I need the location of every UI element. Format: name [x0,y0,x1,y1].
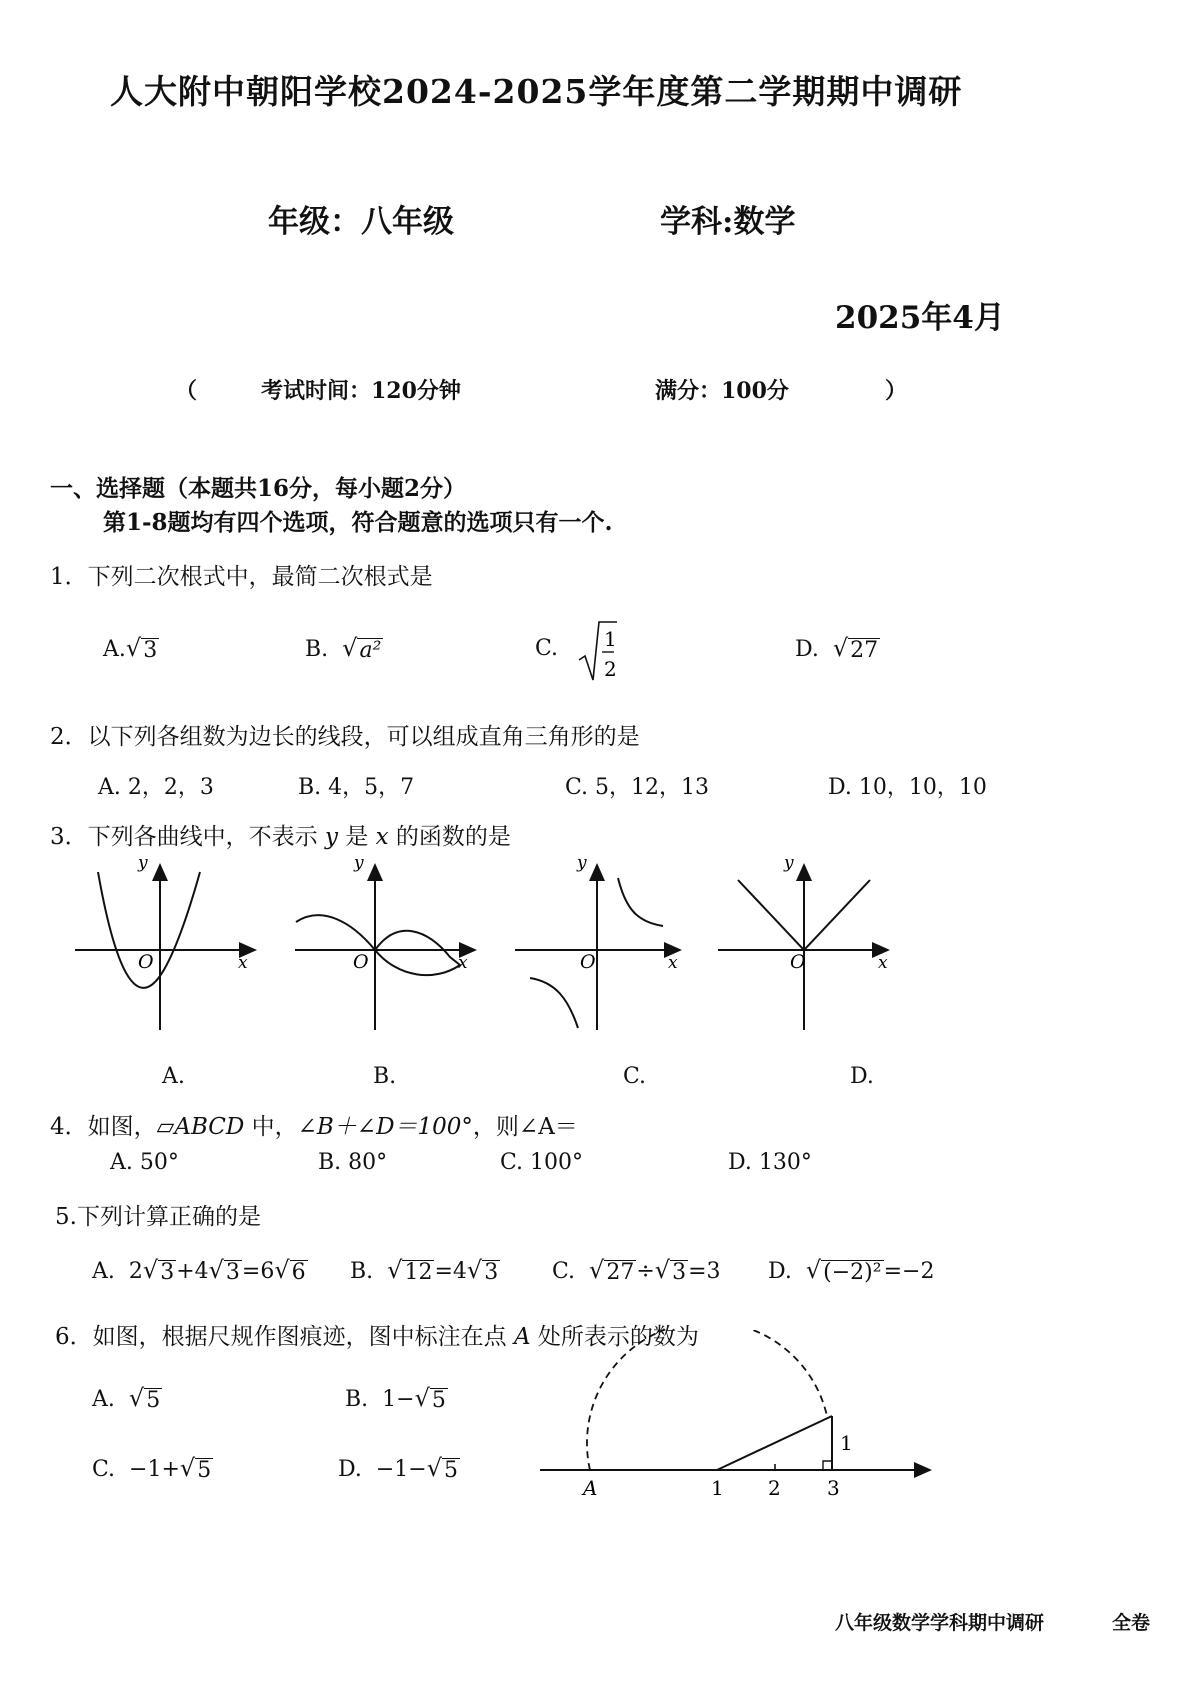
q2-option-b [298,770,414,801]
question-1 [50,558,433,591]
radicand: 5 [431,1388,446,1413]
exam-date: 2025年4月 [835,300,1005,336]
exam-time: 考试时间：120分钟 [261,378,461,404]
paren-close: ） [885,378,908,404]
stem-part: 的函数的是 [395,824,511,850]
option-text: 10，10，10 [858,775,987,800]
question-3 [50,818,511,851]
y-label: y [577,853,587,873]
point-a: A [513,1324,531,1350]
sqrt-expression: √ 27 [832,634,879,663]
equals: =3 [688,1259,721,1284]
question-number: 3． [50,824,88,850]
tick-1-label: 1 [711,1476,724,1500]
sqrt-expression: √ 3 [466,1256,499,1285]
option-label: A. [110,1150,133,1175]
q4-option-d [728,1150,812,1175]
sqrt-expression: √ 5 [128,1384,161,1413]
tick-3-label: 3 [827,1476,840,1500]
question-stem: 下列二次根式中，最简二次根式是 [87,564,433,590]
q6-option-b [345,1386,448,1413]
radicand: 3 [160,1260,175,1285]
footer-text: 八年级数学学科期中调研 [835,1612,1045,1634]
option-label: C. [92,1457,116,1482]
q6-option-d [338,1456,460,1483]
option-label: B. [305,637,329,662]
option-text: 4，5，7 [328,775,415,800]
origin-label: O [138,951,154,973]
option-text: 5，12，13 [595,775,710,800]
operator: +4 [176,1259,209,1284]
option-text: 2，2，3 [127,775,214,800]
graph-label-a: A. [162,1064,185,1089]
coef: 2 [128,1259,143,1284]
radicand: 27 [850,638,879,663]
q6-figure [535,1330,935,1515]
option-label: C. [552,1259,576,1284]
graph-a [75,865,255,1030]
option-label: B. [318,1150,342,1175]
option-text: 100° [530,1150,584,1175]
q6-option-a [92,1386,162,1413]
fraction-num: 1 [604,627,617,651]
hyperbola-branch-2 [530,978,578,1028]
stem-part: 是 [345,824,369,850]
q2-option-a [98,770,214,801]
graph-label-b: B. [373,1064,397,1089]
stem-part: 下列各曲线中，不表示 [87,824,318,850]
question-number: 1． [50,564,88,590]
q5-option-b [350,1258,500,1285]
equals: =4 [434,1259,467,1284]
radicand: 3 [672,1260,687,1285]
option-label: B. [298,775,322,800]
section-note: 第1-8题均有四个选项，符合题意的选项只有一个. [103,509,613,536]
q5-option-c [552,1258,721,1285]
option-label: D. [728,1150,752,1175]
loop-curve [296,915,460,975]
stem-part: 如图， [87,1114,157,1140]
sqrt-expression: √ 3 [125,634,158,663]
question-2 [50,718,640,751]
sqrt-expression: √ (−2)² [805,1256,882,1285]
var-y: y [324,824,338,850]
question-number: 6． [55,1324,93,1350]
stem-part: ，则∠A＝ [472,1114,578,1140]
fraction-den: 2 [604,657,617,681]
stem-part: 如图，根据尺规作图痕迹，图中标注在点 [92,1324,507,1350]
graph-label-c: C. [623,1064,647,1089]
footer-right: 全卷 [1112,1612,1151,1634]
sqrt-expression: √ 3 [208,1256,240,1285]
height-label: 1 [840,1431,853,1455]
radicand: 3 [143,638,158,663]
radicand: a² [359,638,382,663]
point-a-label: A [583,1476,598,1500]
option-text: 130° [758,1150,812,1175]
radicand: 5 [146,1388,161,1413]
question-number: 5. [55,1204,77,1230]
tick-2-label: 2 [768,1476,781,1500]
q4-option-b [318,1150,387,1175]
option-label: B. [345,1387,369,1412]
q6-option-c [92,1456,213,1483]
graph-d [718,865,888,1030]
y-label: y [354,853,364,873]
sqrt-expression: √ 12 [387,1256,433,1285]
origin-label: O [353,951,369,973]
q1-option-b [305,636,383,663]
sqrt-expression: √ 3 [142,1256,175,1285]
angle-expression: ∠B＋∠D＝100° [297,1114,473,1140]
subject-label: 学科:数学 [660,204,796,240]
option-label: D. [338,1457,362,1482]
radicand: 3 [225,1260,240,1285]
option-text: 80° [348,1150,388,1175]
question-number: 2． [50,724,88,750]
compass-arc [587,1330,827,1470]
q1-option-d [795,636,880,663]
sqrt-expression: √ 5 [179,1454,212,1483]
hypotenuse [717,1416,832,1470]
sqrt-fraction [577,620,617,684]
page-title: 人大附中朝阳学校2024-2025学年度第二学期期中调研 [110,72,963,111]
prefix: −1+ [129,1457,180,1482]
option-label: D. [768,1259,792,1284]
question-stem: 下列计算正确的是 [76,1204,261,1230]
option-label: C. [535,636,559,661]
y-label: y [784,853,794,873]
option-label: B. [350,1259,374,1284]
question-4 [50,1108,578,1141]
radicand: 6 [291,1260,306,1285]
radicand: 27 [606,1260,635,1285]
sqrt-expression: √ a² [342,634,382,663]
var-x: x [375,824,389,850]
option-label: D. [795,637,819,662]
paren-open: （ [175,378,198,404]
option-text: 50° [139,1150,179,1175]
sqrt-expression: √ 3 [654,1256,687,1285]
prefix: −1− [375,1457,427,1482]
graph-c [515,865,680,1030]
option-label: D. [828,775,852,800]
x-label: x [238,953,248,973]
option-label: C. [565,775,589,800]
q1-option-a [103,636,159,663]
hyperbola-branch-1 [618,878,663,926]
q4-option-a [110,1150,179,1175]
radicand: 5 [444,1458,459,1483]
q2-option-c [565,770,709,801]
radicand: (−2)² [823,1260,882,1285]
question-stem: 以下列各组数为边长的线段，可以组成直角三角形的是 [87,724,640,750]
sqrt-expression: √ 6 [274,1256,306,1285]
origin-label: O [790,951,806,973]
prefix: 1− [382,1387,415,1412]
question-number: 4． [50,1114,88,1140]
stem-part: 中， [251,1114,298,1140]
q5-option-d [768,1258,934,1285]
full-score: 满分：100分 [655,378,789,404]
q3-graphs [60,850,940,1040]
q4-option-c [500,1150,583,1175]
sqrt-expression: √ 5 [414,1384,446,1413]
sqrt-expression: √ 27 [589,1256,635,1285]
option-label: A. [92,1387,115,1412]
stem-part: 处所表示的数为 [537,1324,699,1350]
grade-label: 年级：八年级 [268,204,454,240]
option-label: C. [500,1150,524,1175]
equals: =−2 [883,1259,935,1284]
radicand: 5 [197,1458,212,1483]
q5-option-a [92,1258,308,1285]
y-label: y [138,853,148,873]
section-title: 一、选择题（本题共16分，每小题2分） [50,475,467,502]
sqrt-expression: √ 5 [426,1454,459,1483]
graph-b [295,865,475,1030]
x-label: x [458,953,468,973]
parallelogram-name: ▱ABCD [156,1114,245,1140]
x-label: x [668,953,678,973]
x-label: x [878,953,888,973]
question-5 [55,1198,261,1231]
option-label: A. [103,637,126,662]
equals: =6 [241,1259,275,1284]
graph-label-d: D. [850,1064,874,1089]
radicand: 3 [484,1260,499,1285]
q2-option-d [828,770,987,801]
option-label: A. [92,1259,115,1284]
radicand: 12 [404,1260,433,1285]
operator: ÷ [636,1259,655,1284]
option-label: A. [98,775,121,800]
origin-label: O [580,951,596,973]
right-angle-mark [823,1461,832,1470]
